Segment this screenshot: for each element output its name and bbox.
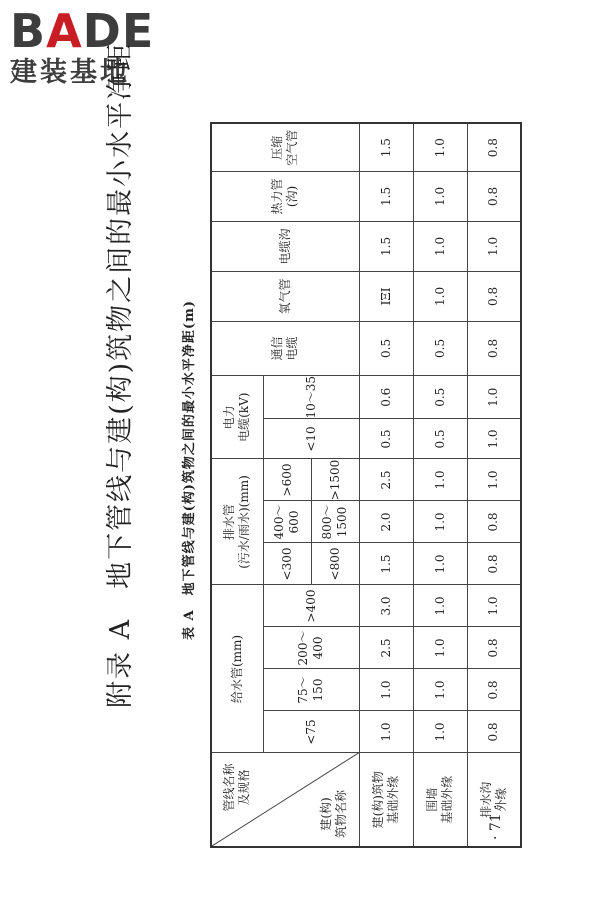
ws-gt400-header: >400: [263, 585, 359, 627]
value-cell: 1.5: [359, 123, 413, 171]
value-cell: 1.5: [359, 543, 413, 585]
clearance-table: [210, 122, 522, 848]
water-supply-header: 给水管(mm): [211, 585, 263, 753]
value-cell: 0.5: [359, 419, 413, 459]
value-cell: 1.0: [413, 459, 467, 501]
cable-trench-header: 电缆沟: [211, 221, 359, 271]
value-cell: 1.0: [467, 221, 521, 271]
corner-header-structure: 建(构) 筑物名称: [318, 789, 348, 838]
value-cell: 1.0: [413, 171, 467, 221]
value-cell: 1.0: [467, 585, 521, 627]
dr-gt1500-header: >1500: [311, 459, 359, 501]
value-cell: 0.5: [413, 321, 467, 375]
appendix-title: 附录 A 地下管线与建(构)筑物之间的最小水平净距: [105, 41, 136, 708]
row-label: 建(构)筑物 基础外缘: [359, 753, 413, 847]
page-number: · 71 ·: [488, 804, 504, 840]
dr-800-1500-header: 800～ 1500: [311, 501, 359, 543]
value-cell: 1.0: [413, 543, 467, 585]
value-cell: 1.0: [467, 459, 521, 501]
value-cell: 1.0: [359, 711, 413, 753]
logo-a-mark: A: [46, 4, 83, 58]
compressed-air-header: 压缩 空气管: [211, 123, 359, 171]
value-cell: 1.0: [413, 711, 467, 753]
logo-wordmark: BADE: [10, 4, 155, 58]
ws-75-150-header: 75～ 150: [263, 669, 359, 711]
ws-lt75-header: <75: [263, 711, 359, 753]
corner-header-cell: [211, 753, 359, 847]
table-row: [413, 123, 467, 847]
power-cable-header: 电力 电缆(kV): [211, 375, 263, 459]
value-cell: 1.5: [359, 171, 413, 221]
table-row: [359, 123, 413, 847]
value-cell: 0.5: [359, 321, 413, 375]
value-cell: 0.5: [413, 375, 467, 419]
row-label: 排水沟 外缘: [467, 753, 521, 847]
value-cell: 0.8: [467, 543, 521, 585]
value-cell: 0.8: [467, 123, 521, 171]
value-cell: 1.5: [359, 221, 413, 271]
value-cell: 1.0: [413, 501, 467, 543]
oxygen-pipe-header: 氧气管: [211, 271, 359, 321]
value-cell: 2.0: [359, 501, 413, 543]
dr-lt800-header: <800: [311, 543, 359, 585]
value-cell: 1.0: [467, 419, 521, 459]
value-cell: 1.0: [467, 375, 521, 419]
pc-lt10-header: <10: [263, 419, 359, 459]
table-row: [467, 123, 521, 847]
value-cell: 1.0: [413, 585, 467, 627]
value-cell: 1.0: [413, 271, 467, 321]
table-caption: 表 A 地下管线与建(构)筑物之间的最小水平净距(m): [182, 300, 197, 640]
value-cell: 0.8: [467, 171, 521, 221]
logo-chinese-text: 建装基地: [10, 57, 130, 88]
pc-10-35-header: 10～35: [263, 375, 359, 419]
value-cell: 2.5: [359, 627, 413, 669]
value-cell: 0.8: [467, 321, 521, 375]
row-label: 围墙 基础外缘: [413, 753, 467, 847]
value-cell: 0.8: [467, 627, 521, 669]
value-cell: ΙΞΙ: [359, 271, 413, 321]
ws-200-400-header: 200～ 400: [263, 627, 359, 669]
corner-header-pipeline: 管线名称 及规格: [222, 763, 251, 812]
telecom-cable-header: 通信 电缆: [211, 321, 359, 375]
dr-lt300-header: <300: [263, 543, 311, 585]
rotated-page: [0, 30, 600, 890]
value-cell: 1.0: [413, 123, 467, 171]
value-cell: 1.0: [413, 627, 467, 669]
value-cell: 0.8: [467, 271, 521, 321]
value-cell: 0.8: [467, 501, 521, 543]
value-cell: 0.6: [359, 375, 413, 419]
heat-pipe-header: 热力管 (沟): [211, 171, 359, 221]
value-cell: 3.0: [359, 585, 413, 627]
value-cell: 1.0: [413, 669, 467, 711]
value-cell: 2.5: [359, 459, 413, 501]
value-cell: 0.5: [413, 419, 467, 459]
value-cell: 0.8: [467, 711, 521, 753]
value-cell: 0.8: [467, 669, 521, 711]
value-cell: 1.0: [359, 669, 413, 711]
dr-gt600-header: >600: [263, 459, 311, 501]
dr-400-600-header: 400～ 600: [263, 501, 311, 543]
value-cell: 1.0: [413, 221, 467, 271]
drainage-header: 排水管 (污水/雨水)(mm): [211, 459, 263, 585]
